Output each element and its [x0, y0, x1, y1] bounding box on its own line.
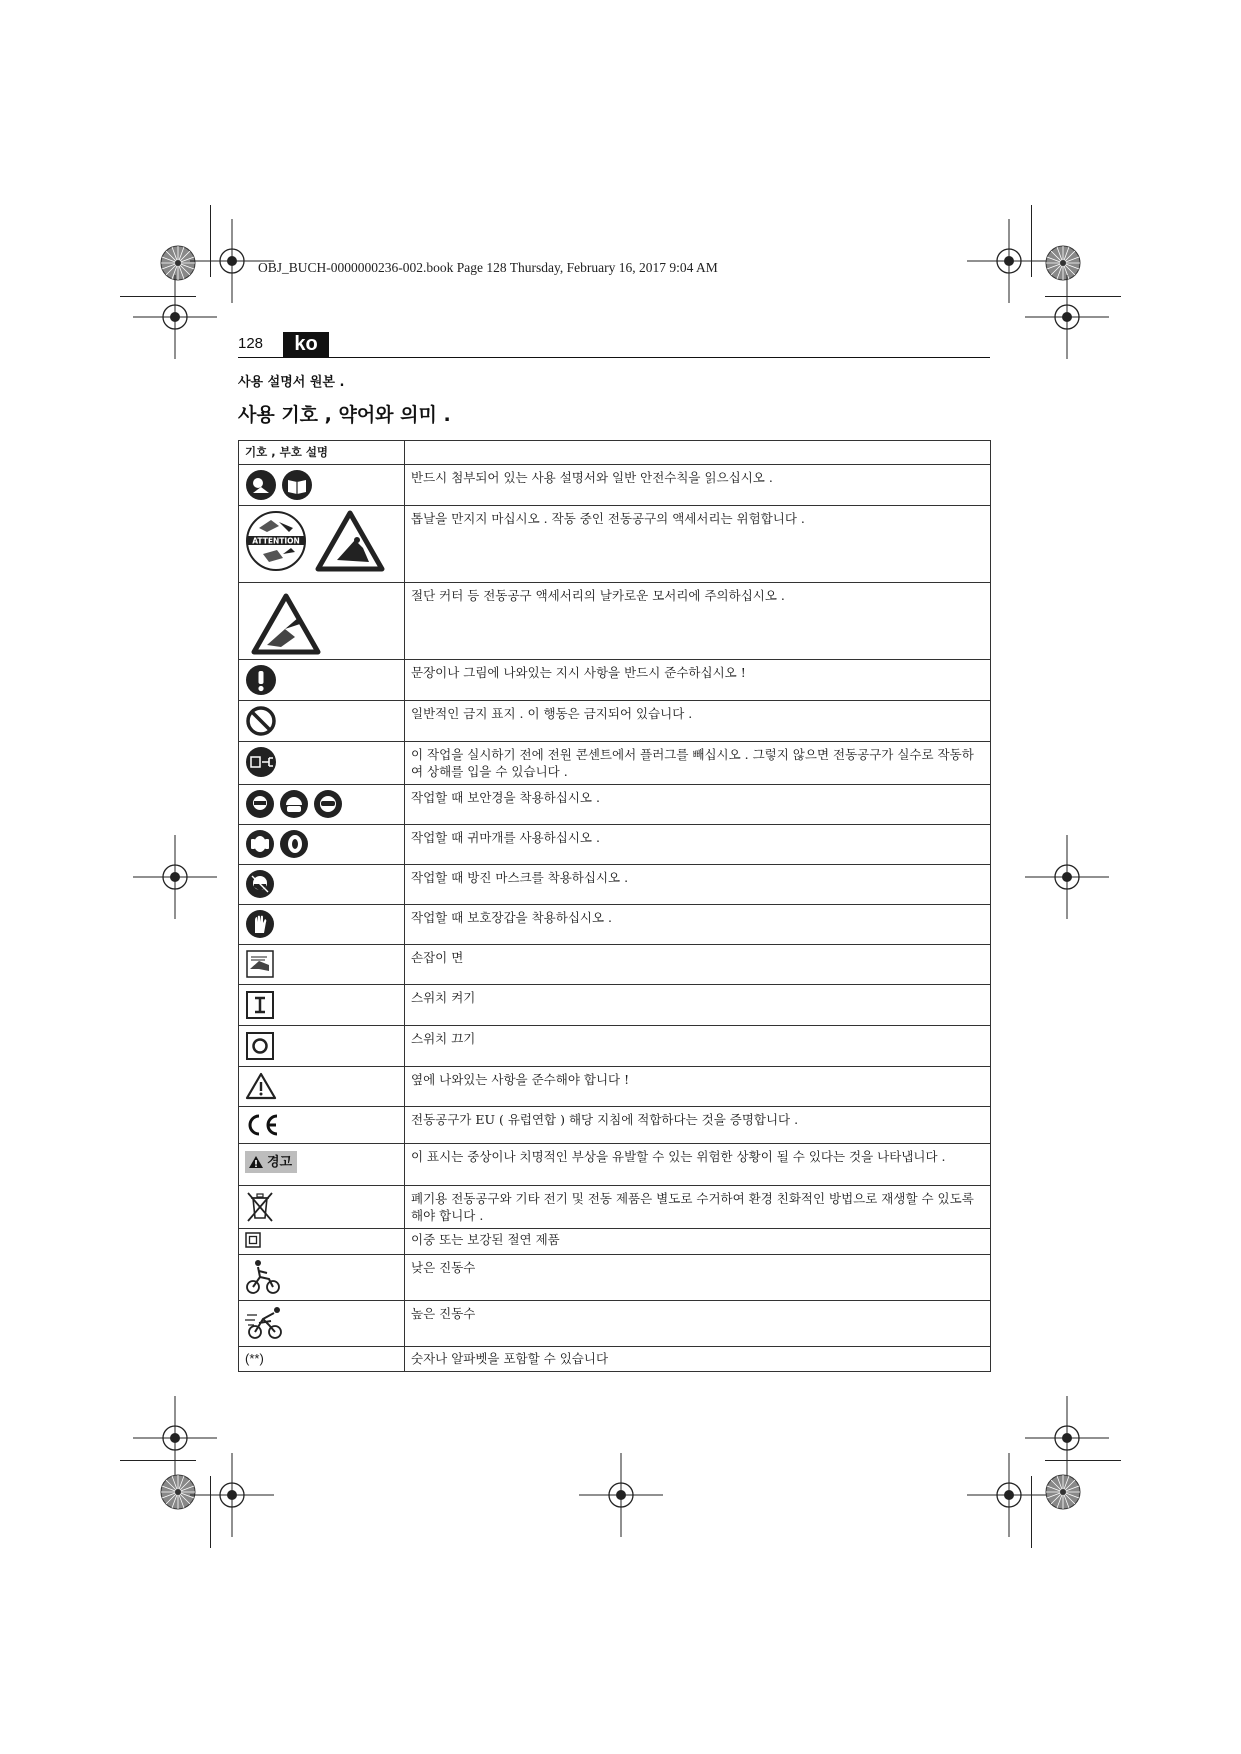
row-description: 톱날을 만지지 마십시오 . 작동 중인 전동공구의 액세서리는 위험합니다 . [405, 506, 991, 583]
fast-cyclist-icon [245, 1305, 287, 1341]
grip-surface-icon [245, 949, 275, 979]
header-description [405, 441, 991, 465]
table-row [239, 1301, 991, 1347]
row-description: 문장이나 그림에 나와있는 지시 사항을 반드시 준수하십시오 ! [405, 660, 991, 701]
warning-triangle-hand-icon [315, 510, 385, 572]
color-wheel-icon [1046, 246, 1080, 280]
helmet-visor-icon [279, 789, 309, 819]
crossed-bin-icon [245, 1190, 275, 1224]
color-wheel-icon [161, 1475, 195, 1509]
row-description: 낮은 진동수 [405, 1255, 991, 1301]
row-description: 반드시 첨부되어 있는 사용 설명서와 일반 안전수칙을 읽으십시오 . [405, 465, 991, 506]
row-description: 작업할 때 보안경을 착용하십시오 . [405, 785, 991, 825]
row-description: 옆에 나와있는 사항을 준수해야 합니다 ! [405, 1067, 991, 1107]
table-row [239, 742, 991, 785]
row-description: 숫자나 알파벳을 포함할 수 있습니다 [405, 1347, 991, 1372]
row-description: 절단 커터 등 전동공구 액세서리의 날카로운 모서리에 주의하십시오 . [405, 583, 991, 660]
table-row [239, 945, 991, 985]
ear-protection-icon [279, 829, 309, 859]
switch-off-icon [245, 1030, 275, 1062]
gloves-icon [245, 909, 275, 939]
face-shield-icon [245, 789, 275, 819]
table-row [239, 1067, 991, 1107]
table-row [239, 785, 991, 825]
table-row [239, 985, 991, 1026]
table-row [239, 1144, 991, 1186]
symbols-table [238, 440, 991, 1372]
table-row [239, 1347, 991, 1372]
row-description: 높은 진동수 [405, 1301, 991, 1347]
row-description: 폐기용 전동공구와 기타 전기 및 전동 제품은 별도로 수거하여 환경 친화적인 방법으로 재생할 수 있도록 해야 합니다 . [405, 1186, 991, 1229]
switch-on-icon [245, 989, 275, 1021]
table-row [239, 1255, 991, 1301]
double-insulation-icon [244, 1231, 262, 1249]
table-row [239, 905, 991, 945]
slow-cyclist-icon [245, 1259, 281, 1295]
row-description: 작업할 때 보호장갑을 착용하십시오 . [405, 905, 991, 945]
warning-label-icon [245, 1151, 297, 1173]
row-description: 작업할 때 귀마개를 사용하십시오 . [405, 825, 991, 865]
safety-goggles-icon [313, 789, 343, 819]
table-row [239, 583, 991, 660]
language-badge: ko [283, 332, 329, 357]
prohibition-icon [245, 705, 277, 737]
table-row [239, 506, 991, 583]
unplug-icon [245, 746, 277, 778]
warning-label-text: 경고 [267, 1154, 293, 1170]
table-row [239, 865, 991, 905]
header-symbol: 기호 , 부호 설명 [239, 441, 405, 465]
ce-mark-icon [245, 1111, 281, 1139]
table-row [239, 465, 991, 506]
warning-triangle-cut-icon [251, 593, 321, 655]
caution-triangle-icon [245, 1071, 277, 1101]
color-wheel-icon [1046, 1475, 1080, 1509]
row-description: 작업할 때 방진 마스크를 착용하십시오 . [405, 865, 991, 905]
dust-mask-icon [245, 869, 275, 899]
table-header-row [239, 441, 991, 465]
table-row [239, 701, 991, 742]
row-description: 이 작업을 실시하기 전에 전원 콘센트에서 플러그를 빼십시오 . 그렇지 않으면 전동공구가 실수로 작동하여 상해를 입을 수 있습니다 . [405, 742, 991, 785]
row-description: 전동공구가 EU ( 유럽연합 ) 해당 지침에 적합하다는 것을 증명합니다 . [405, 1107, 991, 1144]
row-description: 손잡이 면 [405, 945, 991, 985]
table-row [239, 1026, 991, 1067]
warning-circle-icon [245, 469, 277, 501]
ear-muffs-icon [245, 829, 275, 859]
row-description: 스위치 끄기 [405, 1026, 991, 1067]
table-row [239, 1229, 991, 1255]
table-row [239, 825, 991, 865]
alphanumeric-symbol: (**) [245, 1351, 264, 1366]
document-subtitle: 사용 설명서 원본 . [238, 375, 345, 390]
row-description: 이중 또는 보강된 절연 제품 [405, 1229, 991, 1255]
row-description: 스위치 켜기 [405, 985, 991, 1026]
color-wheel-icon [161, 246, 195, 280]
attention-hand-blade-icon [245, 510, 307, 572]
row-description: 일반적인 금지 표지 . 이 행동은 금지되어 있습니다 . [405, 701, 991, 742]
header-rule [238, 357, 990, 358]
table-row [239, 1186, 991, 1229]
row-description: 이 표시는 중상이나 치명적인 부상을 유발할 수 있는 위험한 상황이 될 수 있다는 것을 나타냅니다 . [405, 1144, 991, 1186]
table-row [239, 1107, 991, 1144]
page-number: 128 [238, 335, 264, 352]
caution-triangle-icon [248, 1155, 264, 1169]
page-title: 사용 기호 , 약어와 의미 . [238, 404, 451, 426]
exclamation-circle-icon [245, 664, 277, 696]
svg-text:ATTENTION: ATTENTION [252, 536, 300, 546]
read-manual-icon [281, 469, 313, 501]
table-row [239, 660, 991, 701]
file-info: OBJ_BUCH-0000000236-002.book Page 128 Thursday, February 16, 2017 9:04 AM [258, 260, 718, 275]
